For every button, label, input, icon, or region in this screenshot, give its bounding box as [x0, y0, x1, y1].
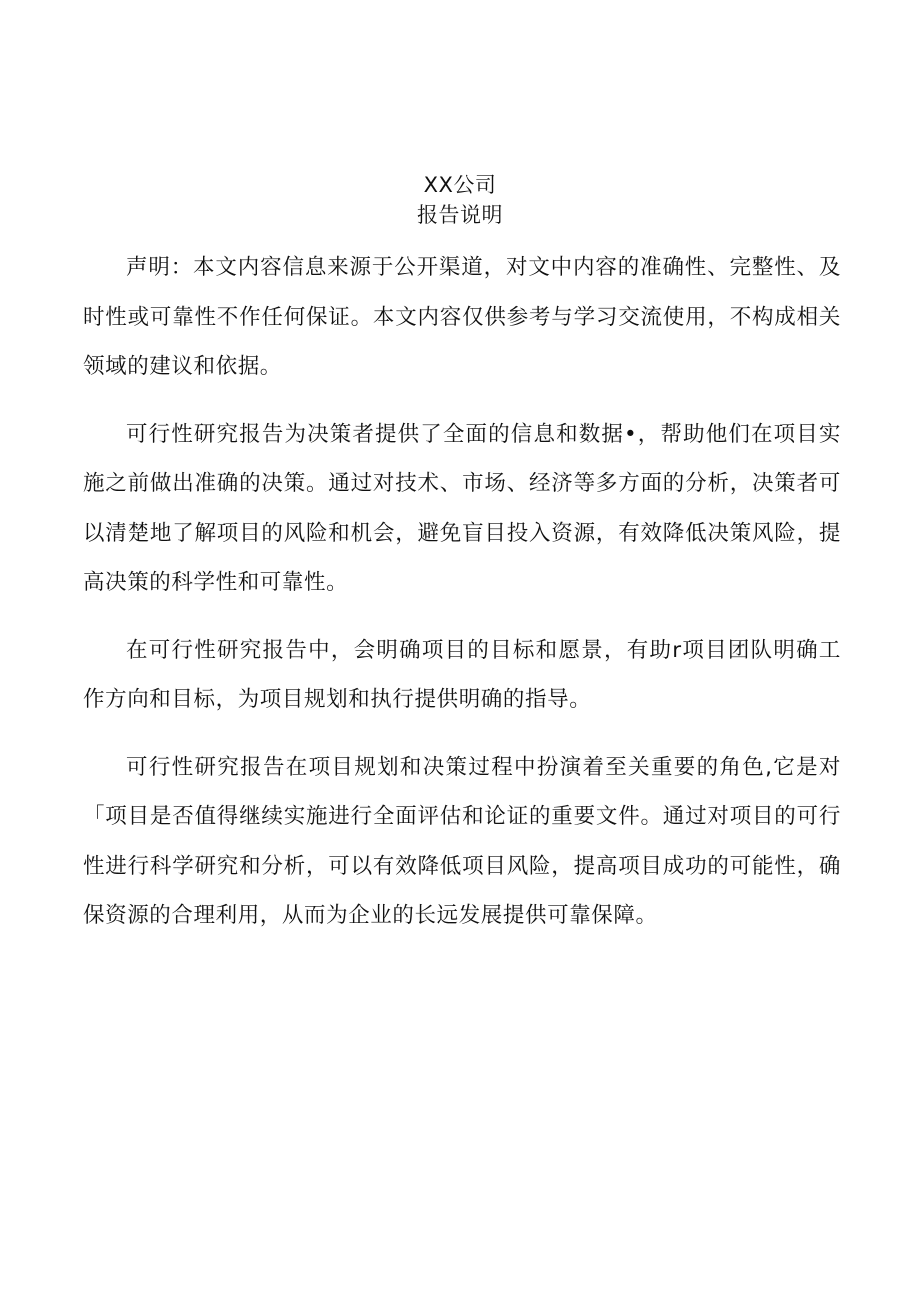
company-name: XX公司 [423, 173, 497, 197]
disclaimer-paragraph: 声明：本文内容信息来源于公开渠道，对文中内容的准确性、完整性、及时性或可靠性不作任何保证。本文内容仅供参考与学习交流使用，不构成相关领域的建议和依据。 [83, 255, 841, 379]
report-title: 报告说明 [417, 203, 503, 227]
body-paragraph: 可行性研究报告在项目规划和决策过程中扮演着至关重要的角色,它是对「项目是否值得继续实施进行全面评估和论证的重要文件。通过对项目的可行性进行科学研究和分析，可以有效降低项目风险，提高项目成功的可能性，确保资源的合理利用，从而为企业的长远发展提供可靠保障。 [83, 754, 841, 928]
body-paragraph: 在可行性研究报告中，会明确项目的目标和愿景，有助r项目团队明确工作方向和目标，为项目规划和执行提供明确的指导。 [83, 637, 841, 712]
title-block [0, 170, 920, 230]
report-body [83, 243, 841, 959]
body-paragraph: 可行性研究报告为决策者提供了全面的信息和数据•，帮助他们在项目实施之前做出准确的决策。通过对技术、市场、经济等多方面的分析，决策者可以清楚地了解项目的风险和机会，避免盲目投入资源，有效降低决策风险，提高决策的科学性和可靠性。 [83, 421, 841, 595]
